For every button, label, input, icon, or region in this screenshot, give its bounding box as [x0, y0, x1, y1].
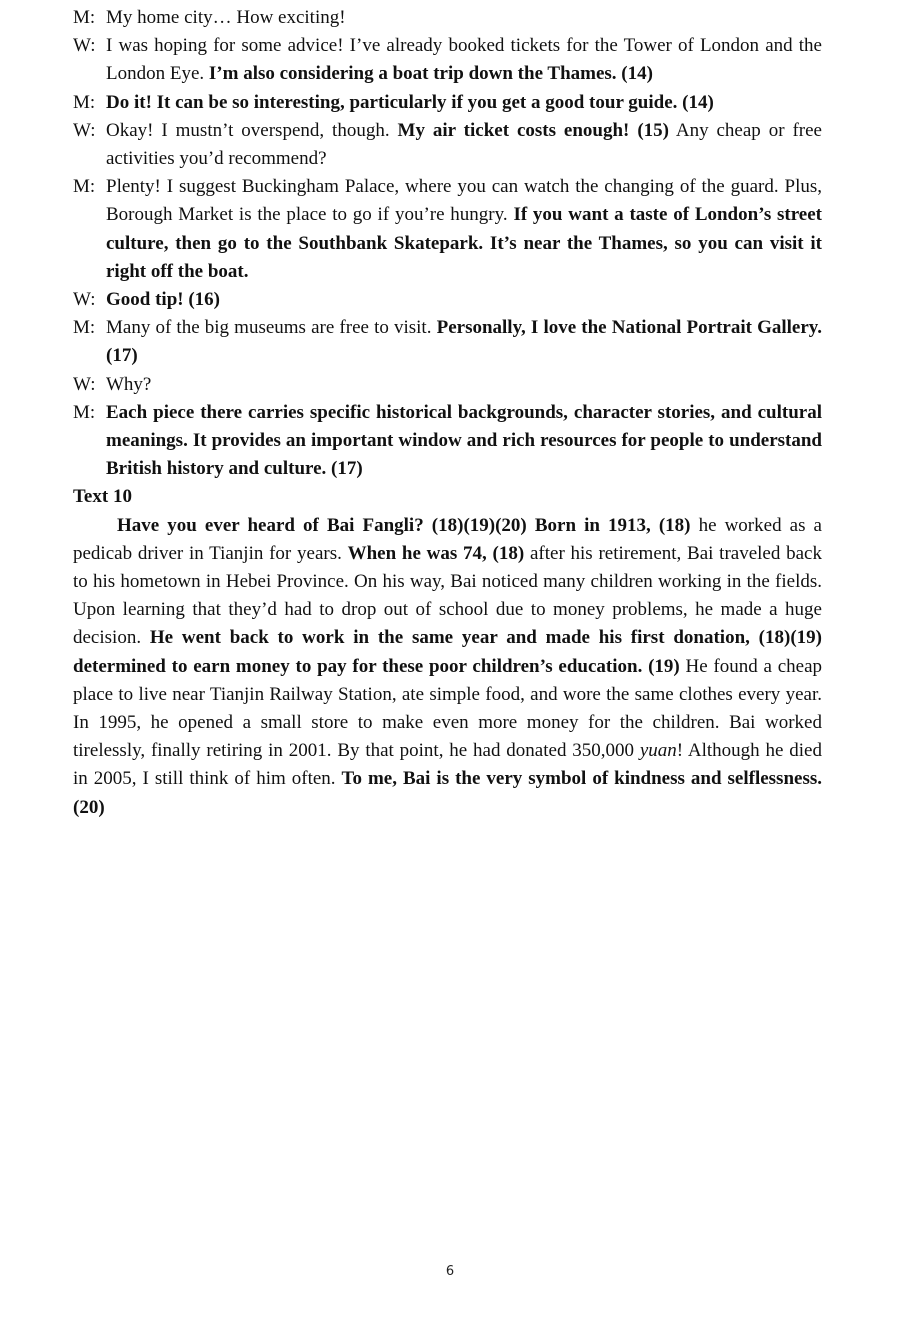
dialogue-turn — [73, 4, 822, 32]
bold-text-segment: If you want a taste of London’s street culture, then go to the Southbank Skatepark. It’s near the Thames, so you can visit it right off the boat. — [106, 204, 822, 282]
passage-paragraph — [73, 512, 822, 822]
bold-text-segment: My air ticket costs enough! (15) — [397, 119, 669, 141]
speaker-label: W: — [73, 373, 96, 395]
text-segment: he worked as a pedicab driver in Tianjin for years. — [73, 514, 822, 564]
dialogue-turn — [73, 32, 822, 88]
bold-text-segment: Good tip! (16) — [106, 289, 220, 311]
speaker-label: M: — [73, 176, 96, 198]
bold-text-segment: Have you ever heard of Bai Fangli? (18)(19)(20) Born in 1913, (18) — [117, 514, 691, 536]
dialogue-turn — [73, 399, 822, 484]
text-segment: Why? — [106, 373, 152, 395]
text-segment: I was hoping for some advice! I’ve already booked tickets for the Tower of London and the London Eye. — [106, 35, 822, 85]
bold-text-segment: Personally, I love the National Portrait Gallery. (17) — [106, 317, 822, 367]
text-segment: ! Although he died in 2005, I still think of him often. — [73, 740, 822, 790]
speaker-label: W: — [73, 119, 96, 141]
text-segment: Okay! I mustn’t overspend, though. — [106, 119, 398, 141]
page-number: 6 — [445, 1264, 455, 1279]
speaker-label: M: — [73, 317, 96, 339]
text-segment: He found a cheap place to live near Tianjin Railway Station, ate simple food, and wore the same clothes every year. In 1995, he opened a small store to make even more money for the children. Bai worked tirelessly, finally retiring in 2001. By that point, he had donated 350,000 — [73, 655, 823, 762]
bold-text-segment: Do it! It can be so interesting, particularly if you get a good tour guide. (14) — [106, 91, 714, 113]
dialogue-turn — [73, 89, 822, 117]
text-segment: My home city… How exciting! — [106, 7, 346, 28]
dialogue-turn — [73, 117, 822, 173]
text-segment: Any cheap or free activities you’d recommend? — [106, 119, 822, 170]
dialogue-turn — [73, 371, 822, 399]
dialogue-transcript — [73, 4, 822, 822]
text-segment: Many of the big museums are free to visit. — [106, 317, 437, 339]
bold-text-segment: Each piece there carries specific historical backgrounds, character stories, and cultural meanings. It provides an important window and rich resources for people to understand British history and culture. (17) — [106, 401, 822, 480]
italic-text-segment: yuan — [639, 740, 677, 762]
dialogue-turn — [73, 286, 822, 314]
bold-text-segment: To me, Bai is the very symbol of kindness and selflessness. (20) — [73, 768, 822, 818]
speaker-label: W: — [73, 35, 96, 57]
text-segment: after his retirement, Bai traveled back to his hometown in Hebei Province. On his way, Bai noticed many children working in the fields. Upon learning that they’d had to drop out of school due to money problems, he made a huge decision. — [73, 542, 822, 649]
dialogue-turn — [73, 173, 822, 286]
bold-text-segment: When he was 74, (18) — [347, 542, 525, 564]
speaker-label: M: — [73, 7, 96, 28]
section-heading: Text 10 — [73, 486, 132, 508]
dialogue-turns — [73, 4, 822, 483]
speaker-label: M: — [73, 401, 96, 423]
text-segment: Plenty! I suggest Buckingham Palace, where you can watch the changing of the guard. Plus, Borough Market is the place to go if you’re hungry. — [106, 176, 822, 226]
speaker-label: M: — [73, 91, 96, 113]
bold-text-segment: He went back to work in the same year and made his first donation, (18)(19) determined to earn money to pay for these poor children’s education. (19) — [73, 627, 822, 677]
speaker-label: W: — [73, 289, 96, 311]
bold-text-segment: I’m also considering a boat trip down the Thames. (14) — [208, 63, 653, 85]
dialogue-turn — [73, 314, 822, 370]
